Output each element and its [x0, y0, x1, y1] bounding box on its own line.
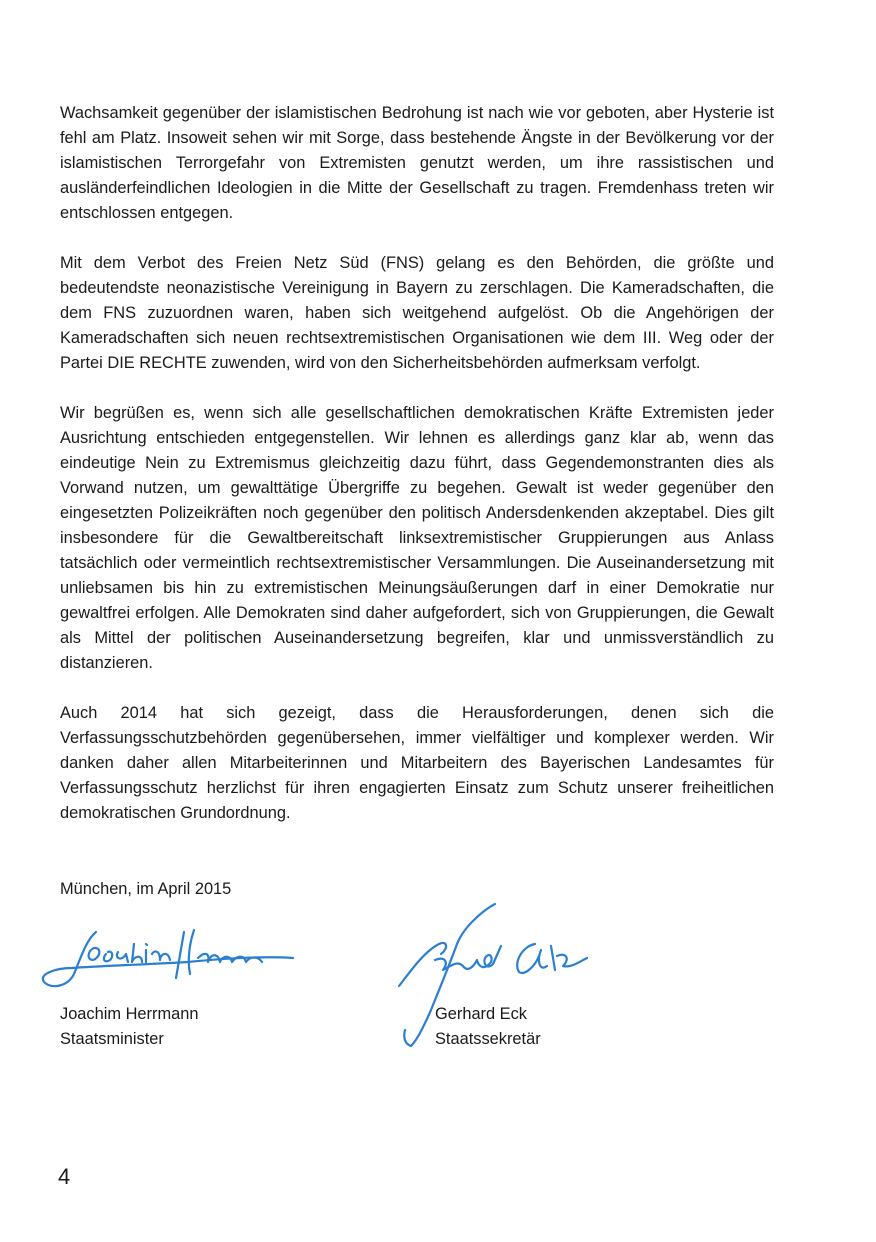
paragraph-3: Wir begrüßen es, wenn sich alle gesellschaftlichen demokratischen Kräfte Extremisten jeder Ausrichtung entschieden entgegenstellen. Wir lehnen es allerdings ganz klar ab, wenn das eindeutige Nein zu Extremismus gleichzeitig dazu führt, dass Gegendemonstranten dies als Vorwand nutzen, um gewalttätige Übergriffe zu begehen. Gewalt ist weder gegenüber den eingesetzten Polizeikräften noch gegenüber den politisch Andersdenkenden akzeptabel. Dies gilt insbesondere für die Gewaltbereitschaft linksextremistischer Gruppierungen aus Anlass tatsächlich oder vermeintlich rechtsextremistischer Versammlungen. Die Auseinandersetzung mit unliebsamen bis hin zu extremistischen Meinungsäußerungen darf in einer Demokratie nur gewaltfrei erfolgen. Alle Demokraten sind daher aufgefordert, sich von Gruppierungen, die Gewalt als Mittel der politischen Auseinandersetzung begreifen, klar und unmissverständlich zu distanzieren. — [60, 404, 774, 672]
paragraph-4: Auch 2014 hat sich gezeigt, dass die Herausforderungen, denen sich die Verfassungsschutzbehörden gegenübersehen, immer vielfältiger und komplexer werden. Wir danken daher allen Mitarbeiterinnen und Mitarbeitern des Bayerischen Landesamtes für Verfassungsschutz herzlichst für ihren engagierten Einsatz zum Schutz unserer freiheitlichen demokratischen Grundordnung. — [60, 704, 774, 822]
paragraph-1: Wachsamkeit gegenüber der islamistischen Bedrohung ist nach wie vor geboten, aber Hysterie ist fehl am Platz. Insoweit sehen wir mit Sorge, dass bestehende Ängste in der Bevölkerung vor der islamistischen Terrorgefahr von Extremisten genutzt werden, um ihre rassistischen und ausländerfeindlichen Ideologien in die Mitte der Gesellschaft zu tragen. Fremdenhass treten wir entschlossen entgegen. — [60, 104, 774, 222]
page-number: 4 — [58, 1164, 71, 1189]
place-date: München, im April 2015 — [60, 880, 232, 898]
signer-name: Joachim Herrmann — [60, 1005, 199, 1023]
letter-body — [60, 101, 774, 851]
signer-herrmann — [60, 1002, 198, 1052]
signer-name: Gerhard Eck — [435, 1005, 528, 1023]
paragraph-2: Mit dem Verbot des Freien Netz Süd (FNS) gelang es den Behörden, die größte und bedeutendste neonazistische Vereinigung in Bayern zu zerschlagen. Die Kameradschaften, die dem FNS zuzuordnen waren, haben sich weitgehend aufgelöst. Ob die Angehörigen der Kameradschaften sich neuen rechtsextremistischen Organisationen wie dem III. Weg oder der Partei DIE RECHTE zuwenden, wird von den Sicherheitsbehörden aufmerksam verfolgt. — [60, 254, 774, 372]
signer-title: Staatsminister — [60, 1030, 164, 1048]
signature-herrmann — [38, 918, 300, 998]
signer-eck — [435, 1002, 541, 1052]
signer-title: Staatssekretär — [435, 1030, 541, 1048]
